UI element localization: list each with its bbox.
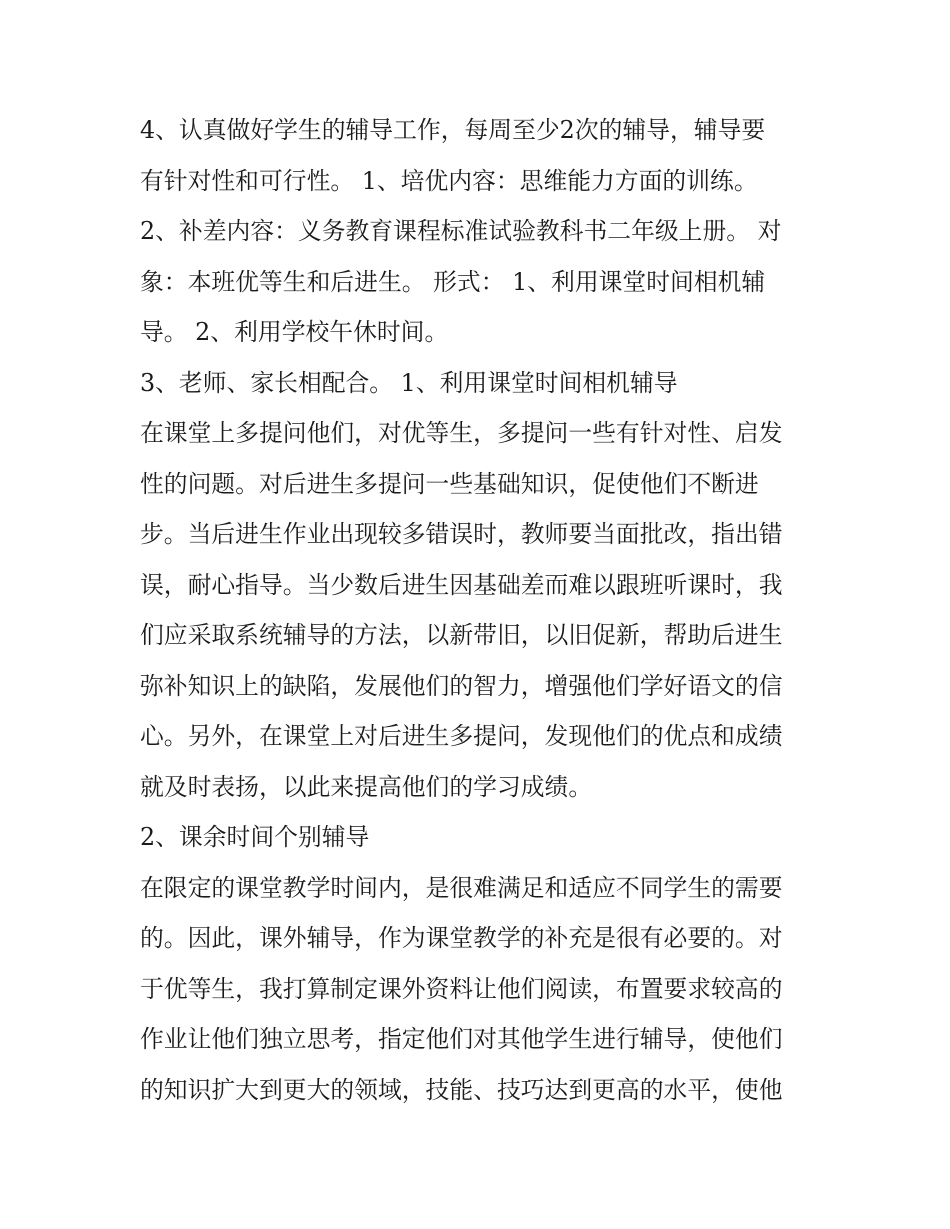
text-line: 心。另外，在课堂上对后进生多提问，发现他们的优点和成绩 bbox=[140, 722, 783, 750]
text-line: 在限定的课堂教学时间内，是很难满足和适应不同学生的需要 bbox=[140, 873, 783, 902]
text-line: 2、补差内容：义务教育课程标准试验教科书二年级上册。 对 bbox=[140, 217, 782, 245]
text-line: 4、认真做好学生的辅导工作，每周至少2次的辅导，辅导要 bbox=[140, 116, 766, 144]
text-line: 象：本班优等生和后进生。 形式： 1、利用课堂时间相机辅 bbox=[140, 267, 766, 296]
text-line: 于优等生，我打算制定课外资料让他们阅读，布置要求较高的 bbox=[140, 974, 783, 1003]
text-line: 误，耐心指导。当少数后进生因基础差而难以跟班听课时，我 bbox=[140, 570, 783, 599]
text-line: 弥补知识上的缺陷，发展他们的智力，增强他们学好语文的信 bbox=[140, 671, 783, 700]
document-body bbox=[140, 105, 820, 1115]
section-heading: 2、课余时间个别辅导 bbox=[140, 823, 370, 851]
text-line: 作业让他们独立思考，指定他们对其他学生进行辅导，使他们 bbox=[140, 1025, 783, 1053]
text-line: 就及时表扬，以此来提高他们的学习成绩。 bbox=[140, 772, 593, 801]
section-heading: 3、老师、家长相配合。 1、利用课堂时间相机辅导 bbox=[140, 368, 678, 397]
text-line: 性的问题。对后进生多提问一些基础知识，促使他们不断进 bbox=[140, 469, 759, 498]
text-line: 的。因此，课外辅导，作为课堂教学的补充是很有必要的。对 bbox=[140, 924, 783, 952]
text-line: 们应采取系统辅导的方法，以新带旧，以旧促新，帮助后进生 bbox=[140, 621, 783, 649]
text-line: 在课堂上多提问他们，对优等生，多提问一些有针对性、启发 bbox=[140, 419, 783, 447]
text-line: 有针对性和可行性。 1、培优内容：思维能力方面的训练。 bbox=[140, 166, 758, 195]
text-line: 导。 2、利用学校午休时间。 bbox=[140, 318, 449, 346]
text-line: 步。当后进生作业出现较多错误时，教师要当面批改，指出错 bbox=[140, 520, 783, 548]
text-line: 的知识扩大到更大的领域，技能、技巧达到更高的水平，使他 bbox=[140, 1075, 783, 1104]
